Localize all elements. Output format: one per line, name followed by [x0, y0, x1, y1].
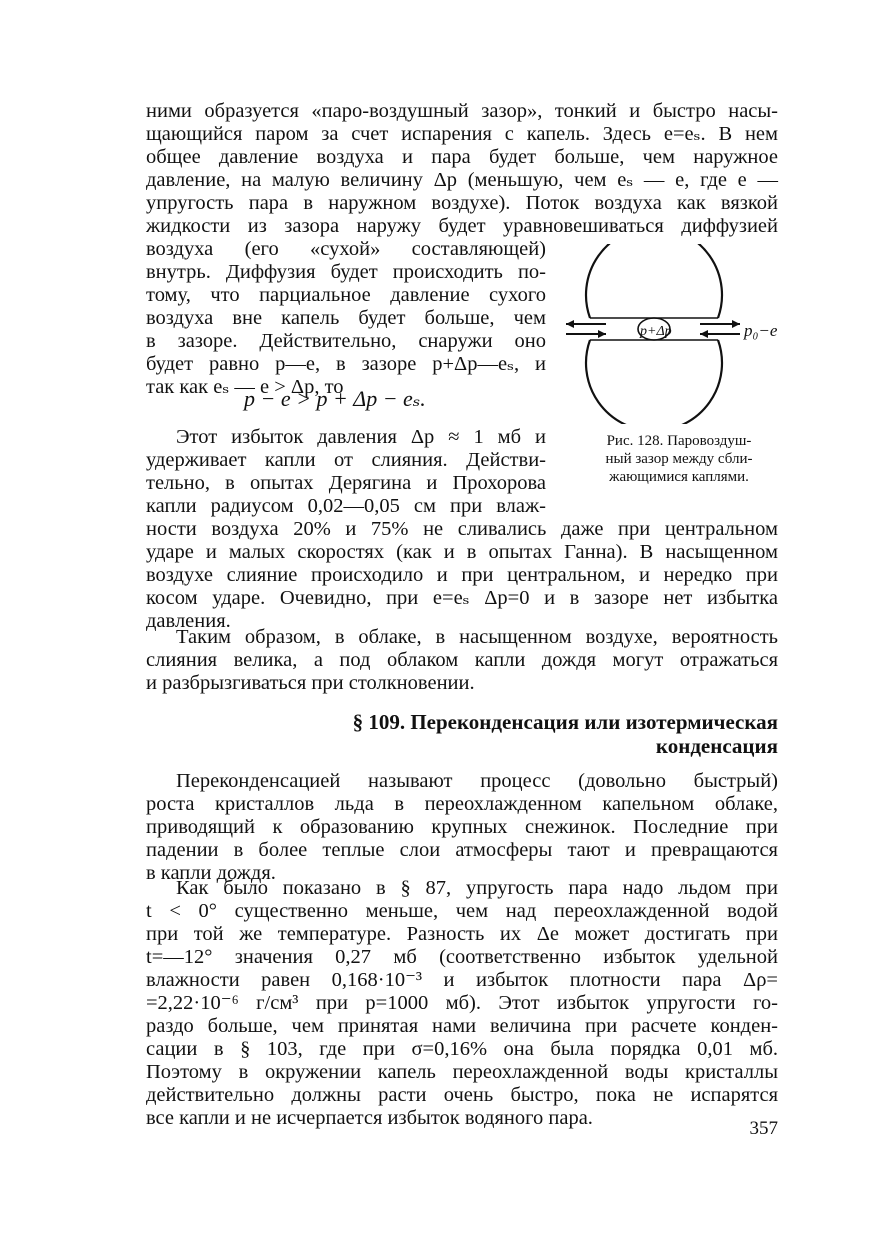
text-line: капли радиусом 0,02—0,05 см при влаж- — [146, 495, 546, 517]
text-line: будет равно p—e, в зазоре p+Δp—eₛ, и — [146, 353, 546, 375]
text-line: все капли и не исчерпается избыток водяного пара. — [146, 1107, 593, 1129]
text-line: ударе и малых скоростях (как и в опытах Ганна). В насыщенном — [146, 541, 778, 563]
text-line: в капли дождя. — [146, 862, 276, 884]
text-line: ности воздуха 20% и 75% не сливались даже при центральном — [146, 518, 778, 540]
text-line: Как было показано в § 87, упругость пара надо льдом при — [176, 877, 778, 899]
caption-line: ный зазор между сбли- — [605, 451, 753, 467]
text-line: так как eₛ — e > Δp, то — [146, 376, 344, 398]
text-line: общее давление воздуха и пара будет больше, чем наружное — [146, 146, 778, 168]
text-line: воздуха (его «сухой» составляющей) — [146, 238, 546, 260]
center-label: p+Δp — [640, 324, 672, 339]
text-line: слияния велика, а под облаком капли дождя могут отражаться — [146, 649, 778, 671]
text-line: Этот избыток давления Δp ≈ 1 мб и — [176, 426, 546, 448]
text-line: приводящий к образованию крупных снежинок. Последние при — [146, 816, 778, 838]
text-line: =2,22·10⁻⁶ г/см³ при p=1000 мб). Этот избыток упругости го- — [146, 992, 778, 1014]
text-line: Таким образом, в облаке, в насыщенном воздухе, вероятность — [176, 626, 778, 648]
text-line: щающийся паром за счет испарения с капель. Здесь e=eₛ. В нем — [146, 123, 778, 145]
text-line: косом ударе. Очевидно, при e=eₛ Δp=0 и в зазоре нет избытка — [146, 587, 778, 609]
text-line: t < 0° существенно меньше, чем над переохлажденной водой — [146, 900, 778, 922]
text-line: в зазоре. Действительно, снаружи оно — [146, 330, 546, 352]
text-line: сации в § 103, где при σ=0,16% она была порядка 0,01 мб. — [146, 1038, 778, 1060]
text-line: влажности равен 0,168·10⁻³ и избыток плотности пара Δρ= — [146, 969, 778, 991]
section-heading-cont: конденсация — [655, 734, 778, 758]
text-line: при той же температуре. Разность их Δe может достигать при — [146, 923, 778, 945]
page-number: 357 — [749, 1118, 778, 1139]
text-line: жидкости из зазора наружу будет уравновешиваться диффузией — [146, 215, 778, 237]
text-line: удерживает капли от слияния. Действи- — [146, 449, 546, 471]
lower-droplet — [586, 340, 722, 424]
caption-line: жающимися каплями. — [609, 469, 749, 485]
section-heading: § 109. Переконденсация или изотермическая — [352, 710, 778, 734]
text-line: воздухе слияние происходило и при центральном, и нередко при — [146, 564, 778, 586]
text-line: роста кристаллов льда в переохлажденном капельном облаке, — [146, 793, 778, 815]
text-line: Переконденсацией называют процесс (довольно быстрый) — [176, 770, 778, 792]
text-line: тельно, в опытах Дерягина и Прохорова — [146, 472, 546, 494]
text-line: упругость пара в наружном воздухе). Поток воздуха как вязкой — [146, 192, 778, 214]
text-line: действительно должны расти очень быстро, пока не испарятся — [146, 1084, 778, 1106]
text-line: давление, на малую величину Δp (меньшую, чем eₛ — e, где e — — [146, 169, 778, 191]
upper-droplet — [586, 244, 722, 318]
text-line: раздо больше, чем принятая нами величина при расчете конден- — [146, 1015, 778, 1037]
figure-caption — [574, 432, 784, 486]
text-line: воздуха вне капель будет больше, чем — [146, 307, 546, 329]
text-line: Поэтому в окружении капель переохлажденной воды кристаллы — [146, 1061, 778, 1083]
text-line: давления. — [146, 610, 231, 632]
inequality-formula: p − e > p + Δp − eₛ. — [244, 386, 426, 411]
droplet-gap-figure — [560, 244, 800, 424]
text-line: и разбрызгиваться при столкновении. — [146, 672, 475, 694]
caption-line: Рис. 128. Паровоздуш- — [606, 433, 752, 449]
text-line: падении в более теплые слои атмосферы тают и превращаются — [146, 839, 778, 861]
right-label: p₀−e — [744, 321, 778, 340]
text-line: тому, что парциальное давление сухого — [146, 284, 546, 306]
text-line: t=—12° значения 0,27 мб (соответственно избыток удельной — [146, 946, 778, 968]
text-line: ними образуется «паро-воздушный зазор», тонкий и быстро насы- — [146, 100, 778, 122]
text-line: внутрь. Диффузия будет происходить по- — [146, 261, 546, 283]
